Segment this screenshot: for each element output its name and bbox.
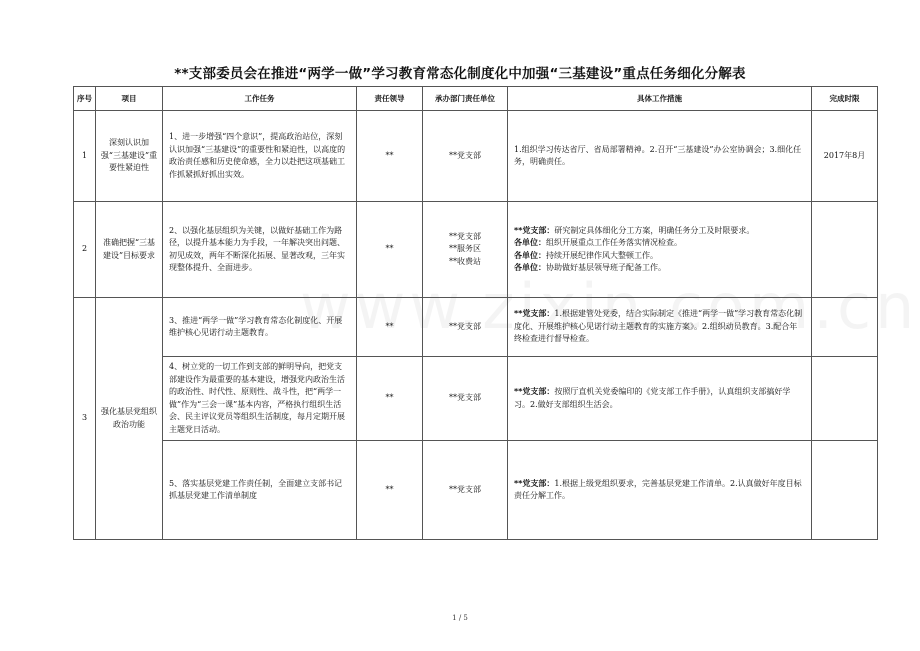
measure-text: 1.组织学习传达省厅、省局部署精神。2.召开“三基建设”办公室协调会；3.细化任务，明确责任。 [514,144,802,166]
cell-measures [508,441,812,540]
measure-line [514,262,805,275]
header-seq: 序号 [74,87,96,111]
cell-item: 强化基层党组织政治功能 [96,298,163,540]
unit-name: **党支部 [449,484,481,494]
header-measures: 具体工作措施 [508,87,812,111]
unit-name: **服务区 [449,244,481,254]
measure-line [514,250,805,263]
measure-lead: 各单位： [514,250,546,260]
cell-measures [508,357,812,441]
measure-text: 组织开展重点工作任务落实情况检查。 [546,238,682,247]
measure-line [514,237,805,250]
table-row [74,357,878,441]
table-row [74,111,878,202]
cell-unit [423,202,508,298]
cell-deadline [812,202,878,298]
measure-line [514,225,805,238]
cell-measures [508,202,812,298]
header-row [74,87,878,111]
header-deadline: 完成时限 [812,87,878,111]
cell-task: 2、以强化基层组织为关键，以做好基础工作为路径，以提升基本能力为手段，一年解决突出问题、初见成效，两年不断深化拓展、显著改观，三年实现整体提升、全面进步。 [163,202,357,298]
cell-unit [423,357,508,441]
cell-measures [508,111,812,202]
cell-seq: 1 [74,111,96,202]
cell-unit [423,298,508,357]
measure-lead: **党支部： [514,309,555,319]
unit-name: **党支部 [449,231,481,241]
cell-seq: 2 [74,202,96,298]
cell-item: 深刻认识加强“三基建设”重要性紧迫性 [96,111,163,202]
cell-leader: ** [357,298,423,357]
cell-task: 5、落实基层党建工作责任制，全面建立支部书记抓基层党建工作清单制度 [163,441,357,540]
unit-name: **党支部 [449,321,481,331]
measure-lead: **党支部： [514,387,555,396]
measure-lead: 各单位： [514,238,546,247]
measure-text: 1.根据建管处党委，结合实际制定《推进“两学一做”学习教育常态化制度化、开展维护核心见诺行动主题教育的实施方案》。2.组织动员教育。3.配合年终检查进行督导检查。 [514,309,803,344]
header-leader: 责任领导 [357,87,423,111]
cell-task: 1、进一步增强“四个意识”，提高政治站位，深刻认识加强“三基建设”的重要性和紧迫性，以高度的政治责任感和历史使命感，全力以赴把这项基础工作抓紧抓好抓出实效。 [163,111,357,202]
measure-text: 持续开展纪律作风大整顿工作。 [546,250,658,260]
cell-deadline: 2017年8月 [812,111,878,202]
cell-task: 3、推进“两学一做”学习教育常态化制度化、开展维护核心见诺行动主题教育。 [163,298,357,357]
table-row [74,441,878,540]
measure-lead: **党支部： [514,225,555,235]
measure-text: 1.根据上级党组织要求，完善基层党建工作清单。2.认真做好年度目标责任分解工作。 [514,478,802,500]
measure-text: 按照厅直机关党委编印的《党支部工作手册》，认真组织支部搞好学习。2.做好支部组织生活会。 [514,387,791,409]
unit-name: **党支部 [449,150,481,160]
cell-leader: ** [357,202,423,298]
cell-item: 准确把握“三基建设”目标要求 [96,202,163,298]
cell-leader: ** [357,111,423,202]
cell-task: 4、树立党的一切工作到支部的鲜明导向，把党支部建设作为最重要的基本建设，增强党内政治生活的政治性、时代性、原则性、战斗性，把“两学一做”作为“三会一课”基本内容，严格执行组织生活会、民主评议党员等组织生活制度，每月定期开展主题党日活动。 [163,357,357,441]
header-unit: 承办部门责任单位 [423,87,508,111]
cell-deadline [812,441,878,540]
measure-lead: **党支部： [514,478,555,488]
table-row [74,298,878,357]
cell-leader: ** [357,441,423,540]
cell-deadline [812,357,878,441]
unit-name: **收费站 [449,256,481,266]
table-row [74,202,878,298]
cell-deadline [812,298,878,357]
document-title: **支部委员会在推进“两学一做”学习教育常态化制度化中加强“三基建设”重点任务细化分解表 [174,66,746,82]
header-task: 工作任务 [163,87,357,111]
cell-seq: 3 [74,298,96,540]
cell-measures [508,298,812,357]
task-table [73,86,878,540]
measure-text: 协助做好基层领导班子配备工作。 [546,263,666,272]
header-item: 项目 [96,87,163,111]
measure-text: 研究制定具体细化分工方案，明确任务分工及时限要求。 [554,225,755,235]
cell-unit [423,111,508,202]
page-number: 1 / 5 [452,614,468,622]
cell-unit [423,441,508,540]
measure-lead: 各单位： [514,263,546,272]
cell-leader: ** [357,357,423,441]
unit-name: **党支部 [449,393,481,403]
